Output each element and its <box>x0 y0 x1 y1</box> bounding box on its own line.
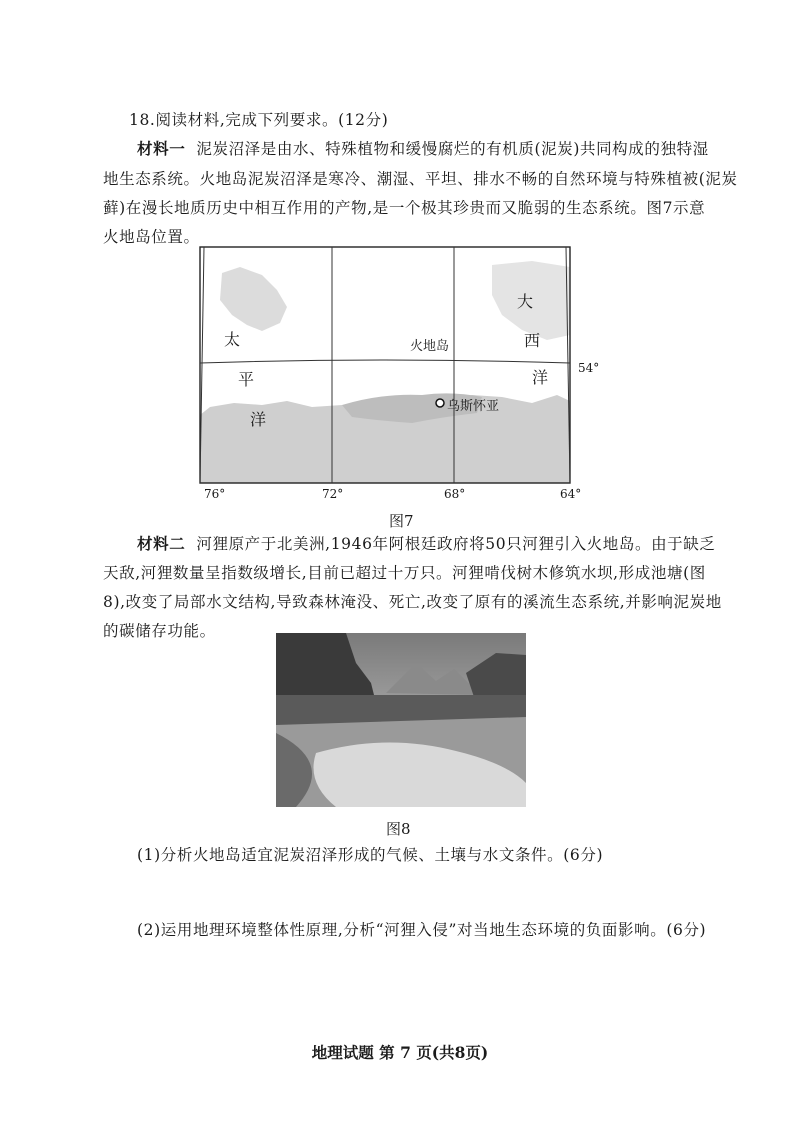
figure7-caption: 图7 <box>389 512 414 530</box>
material1-line-4: 火地岛位置。 <box>103 228 200 246</box>
ushuaia-marker <box>436 399 444 407</box>
beaver-dam-photo <box>276 633 526 807</box>
city-label: 乌斯怀亚 <box>447 399 500 414</box>
island-label: 火地岛 <box>410 339 450 354</box>
figure8-caption: 图8 <box>386 820 411 838</box>
material1-line-3: 藓)在漫长地质历史中相互作用的产物,是一个极其珍贵而又脆弱的生态系统。图7示意 <box>103 199 706 217</box>
atlantic-label-1: 大 <box>517 292 534 311</box>
material2-text-1: 河狸原产于北美洲,1946年阿根廷政府将50只河狸引入火地岛。由于缺乏 <box>196 535 716 553</box>
pacific-label-1: 太 <box>224 330 241 349</box>
sub-question-1: (1)分析火地岛适宜泥炭沼泽形成的气候、土壤与水文条件。(6分) <box>137 846 604 864</box>
material2-line-1 <box>137 532 715 554</box>
material2-line-3: 8),改变了局部水文结构,导致森林淹没、死亡,改变了原有的溪流生态系统,并影响泥炭地 <box>103 593 722 611</box>
material1-text-1: 泥炭沼泽是由水、特殊植物和缓慢腐烂的有机质(泥炭)共同构成的独特湿 <box>196 140 709 158</box>
pacific-label-2: 平 <box>238 370 255 389</box>
atlantic-label-2: 西 <box>524 331 541 350</box>
page-footer: 地理试题 第 7 页(共8页) <box>311 1043 489 1062</box>
material1-line-1 <box>137 137 709 159</box>
lon-tick-68: 68° <box>444 487 466 501</box>
figure7-map <box>192 245 612 505</box>
material1-label: 材料一 <box>137 139 186 158</box>
lat-label: 54° <box>578 361 600 375</box>
atlantic-label-3: 洋 <box>532 368 549 387</box>
lon-tick-72: 72° <box>322 487 344 501</box>
land-north-islands <box>220 267 287 331</box>
lon-tick-76: 76° <box>204 487 226 501</box>
figure8-photo <box>276 633 526 807</box>
material2-line-4: 的碳储存功能。 <box>103 622 216 640</box>
pacific-label-3: 洋 <box>250 410 267 429</box>
tierra-del-fuego-map <box>192 245 612 505</box>
material2-line-2: 天敌,河狸数量呈指数级增长,目前已超过十万只。河狸啃伐树木修筑水坝,形成池塘(图 <box>103 564 706 582</box>
parallel-54 <box>200 360 570 363</box>
sub-question-2: (2)运用地理环境整体性原理,分析“河狸入侵”对当地生态环境的负面影响。(6分) <box>137 921 707 939</box>
question-heading: 18.阅读材料,完成下列要求。(12分) <box>129 111 389 129</box>
lon-tick-64: 64° <box>560 487 582 501</box>
material2-label: 材料二 <box>137 534 186 553</box>
material1-line-2: 地生态系统。火地岛泥炭沼泽是寒冷、潮湿、平坦、排水不畅的自然环境与特殊植被(泥炭 <box>103 170 738 188</box>
